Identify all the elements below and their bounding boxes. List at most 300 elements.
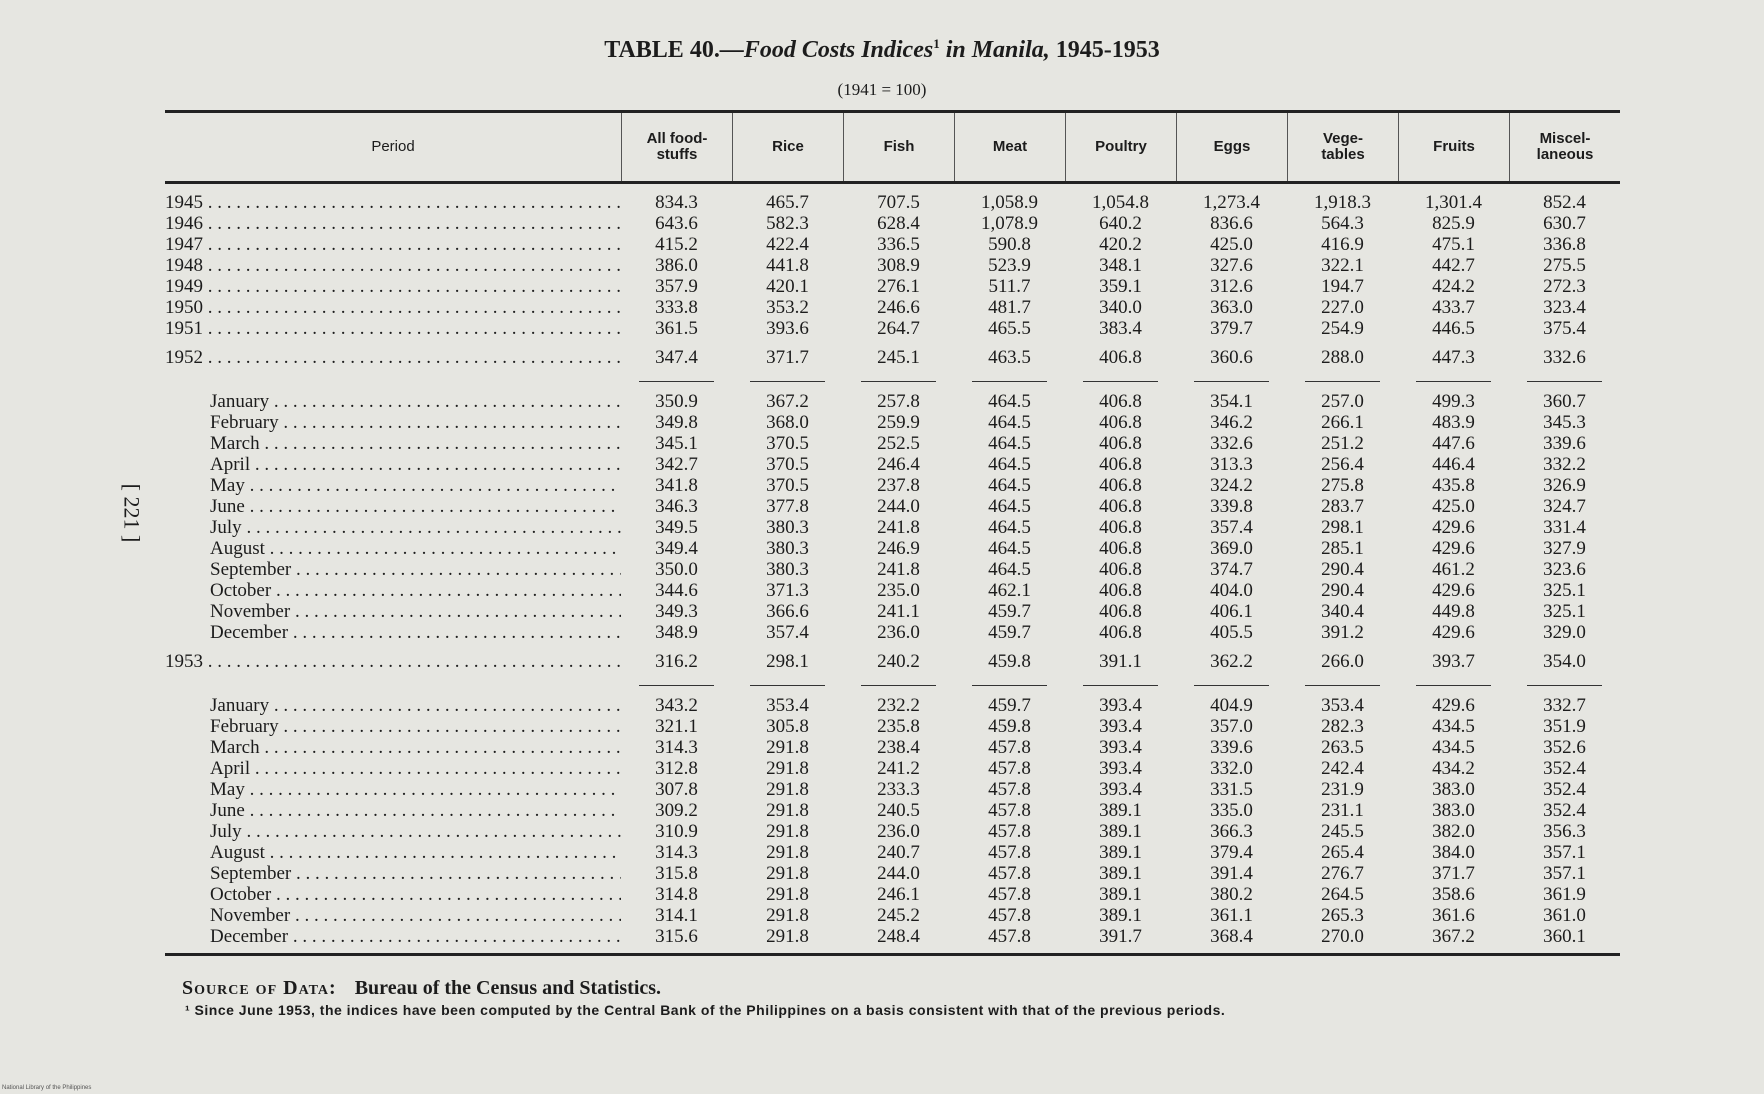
index-value: 383.0	[1432, 800, 1475, 821]
table-row	[165, 737, 1620, 758]
period-label: 1949 . . .	[165, 276, 621, 298]
table-row	[165, 318, 1620, 339]
column-header: Rice	[732, 113, 843, 181]
index-value: 351.9	[1543, 716, 1586, 737]
table-row	[165, 412, 1620, 433]
table-row	[165, 339, 1620, 371]
period-label: November . . .	[165, 601, 621, 623]
source-text: Bureau of the Census and Statistics.	[354, 977, 662, 999]
source-line	[182, 977, 661, 1000]
period-label: October . . .	[165, 884, 621, 906]
index-value: 457.8	[988, 863, 1031, 884]
index-value: 457.8	[988, 779, 1031, 800]
period-label: 1953 . . .	[165, 651, 621, 673]
index-value: 283.7	[1321, 496, 1364, 517]
index-value: 389.1	[1099, 842, 1142, 863]
index-value: 406.8	[1099, 433, 1142, 454]
index-value: 231.9	[1321, 779, 1364, 800]
index-value: 244.0	[877, 863, 920, 884]
index-value: 248.4	[877, 926, 920, 947]
table-row	[165, 192, 1620, 213]
table-row	[165, 475, 1620, 496]
index-value: 391.7	[1099, 926, 1142, 947]
index-value: 350.0	[655, 559, 698, 580]
index-value: 246.4	[877, 454, 920, 475]
divider-segment	[861, 685, 936, 686]
column-header: Meat	[954, 113, 1065, 181]
index-value: 238.4	[877, 737, 920, 758]
index-value: 290.4	[1321, 559, 1364, 580]
index-value: 275.5	[1543, 255, 1586, 276]
index-value: 429.6	[1432, 580, 1475, 601]
footnote-marker: 1	[933, 36, 940, 51]
index-value: 241.1	[877, 601, 920, 622]
index-value: 380.3	[766, 559, 809, 580]
index-value: 241.2	[877, 758, 920, 779]
index-value: 329.0	[1543, 622, 1586, 643]
index-value: 276.7	[1321, 863, 1364, 884]
index-value: 406.8	[1099, 580, 1142, 601]
index-value: 305.8	[766, 716, 809, 737]
index-value: 434.2	[1432, 758, 1475, 779]
index-value: 457.8	[988, 737, 1031, 758]
index-value: 464.5	[988, 454, 1031, 475]
index-value: 422.4	[766, 234, 809, 255]
index-value: 327.6	[1210, 255, 1253, 276]
index-value: 309.2	[655, 800, 698, 821]
index-value: 371.7	[766, 347, 809, 368]
period-label: September . . .	[165, 559, 621, 581]
index-value: 361.5	[655, 318, 698, 339]
divider-segment	[1083, 685, 1158, 686]
index-value: 310.9	[655, 821, 698, 842]
title-years: 1945-1953	[1049, 37, 1160, 63]
index-value: 361.6	[1432, 905, 1475, 926]
index-value: 246.1	[877, 884, 920, 905]
index-value: 349.4	[655, 538, 698, 559]
index-value: 272.3	[1543, 276, 1586, 297]
index-value: 446.5	[1432, 318, 1475, 339]
table-row	[165, 255, 1620, 276]
period-label: 1946 . . .	[165, 213, 621, 235]
index-value: 357.4	[766, 622, 809, 643]
period-label: February . . .	[165, 716, 621, 738]
index-value: 353.2	[766, 297, 809, 318]
index-value: 707.5	[877, 192, 920, 213]
index-value: 404.0	[1210, 580, 1253, 601]
index-value: 333.8	[655, 297, 698, 318]
index-value: 368.4	[1210, 926, 1253, 947]
index-value: 352.6	[1543, 737, 1586, 758]
table-row	[165, 716, 1620, 737]
index-value: 332.7	[1543, 695, 1586, 716]
index-value: 825.9	[1432, 213, 1475, 234]
period-label: August . . .	[165, 842, 621, 864]
index-value: 240.2	[877, 651, 920, 672]
index-value: 369.0	[1210, 538, 1253, 559]
table-title	[0, 36, 1764, 64]
index-value: 241.8	[877, 559, 920, 580]
index-value: 463.5	[988, 347, 1031, 368]
index-value: 323.6	[1543, 559, 1586, 580]
table-row	[165, 559, 1620, 580]
table-row	[165, 213, 1620, 234]
index-value: 357.1	[1543, 863, 1586, 884]
index-value: 370.5	[766, 454, 809, 475]
index-value: 457.8	[988, 800, 1031, 821]
index-value: 242.4	[1321, 758, 1364, 779]
index-value: 264.5	[1321, 884, 1364, 905]
index-value: 314.3	[655, 842, 698, 863]
index-value: 324.7	[1543, 496, 1586, 517]
period-label: May . . .	[165, 779, 621, 801]
index-value: 386.0	[655, 255, 698, 276]
index-value: 380.3	[766, 538, 809, 559]
watermark: National Library of the Philippines	[2, 1085, 92, 1091]
source-label: Source of Data:	[182, 977, 337, 999]
index-value: 264.7	[877, 318, 920, 339]
index-value: 643.6	[655, 213, 698, 234]
index-value: 464.5	[988, 391, 1031, 412]
index-value: 457.8	[988, 842, 1031, 863]
table-row	[165, 297, 1620, 318]
divider-segment	[861, 381, 936, 382]
index-value: 389.1	[1099, 905, 1142, 926]
index-value: 406.8	[1099, 347, 1142, 368]
index-value: 393.4	[1099, 695, 1142, 716]
index-value: 353.4	[1321, 695, 1364, 716]
index-value: 308.9	[877, 255, 920, 276]
table-row	[165, 926, 1620, 947]
divider-segment	[639, 685, 714, 686]
index-value: 275.8	[1321, 475, 1364, 496]
index-value: 462.1	[988, 580, 1031, 601]
index-value: 367.2	[766, 391, 809, 412]
index-value: 227.0	[1321, 297, 1364, 318]
period-label: July . . .	[165, 517, 621, 539]
index-value: 564.3	[1321, 213, 1364, 234]
index-value: 282.3	[1321, 716, 1364, 737]
index-value: 391.2	[1321, 622, 1364, 643]
index-value: 291.8	[766, 905, 809, 926]
index-value: 244.0	[877, 496, 920, 517]
index-value: 370.5	[766, 475, 809, 496]
index-value: 640.2	[1099, 213, 1142, 234]
index-value: 357.4	[1210, 517, 1253, 538]
index-value: 346.2	[1210, 412, 1253, 433]
index-value: 246.6	[877, 297, 920, 318]
period-label: November . . .	[165, 905, 621, 927]
table-row	[165, 538, 1620, 559]
index-value: 447.3	[1432, 347, 1475, 368]
index-value: 245.1	[877, 347, 920, 368]
index-value: 449.8	[1432, 601, 1475, 622]
index-value: 424.2	[1432, 276, 1475, 297]
index-value: 354.0	[1543, 651, 1586, 672]
section-divider	[165, 371, 1620, 391]
index-value: 464.5	[988, 559, 1031, 580]
index-value: 231.1	[1321, 800, 1364, 821]
period-label: 1945 . . .	[165, 192, 621, 214]
divider-segment	[1527, 381, 1602, 382]
index-value: 233.3	[877, 779, 920, 800]
index-value: 630.7	[1543, 213, 1586, 234]
period-label: April . . .	[165, 758, 621, 780]
table-row	[165, 601, 1620, 622]
index-value: 291.8	[766, 737, 809, 758]
index-value: 429.6	[1432, 538, 1475, 559]
index-value: 345.1	[655, 433, 698, 454]
index-value: 434.5	[1432, 737, 1475, 758]
index-value: 441.8	[766, 255, 809, 276]
table-row	[165, 758, 1620, 779]
index-value: 352.4	[1543, 758, 1586, 779]
index-value: 325.1	[1543, 580, 1586, 601]
period-label: December . . .	[165, 622, 621, 644]
index-value: 406.8	[1099, 475, 1142, 496]
index-value: 339.6	[1543, 433, 1586, 454]
period-label: March . . .	[165, 433, 621, 455]
divider-segment	[1194, 685, 1269, 686]
index-value: 420.1	[766, 276, 809, 297]
table-row	[165, 496, 1620, 517]
index-value: 291.8	[766, 779, 809, 800]
index-value: 327.9	[1543, 538, 1586, 559]
index-value: 346.3	[655, 496, 698, 517]
index-value: 314.8	[655, 884, 698, 905]
divider-segment	[1416, 381, 1491, 382]
period-label: December . . .	[165, 926, 621, 948]
table-row	[165, 905, 1620, 926]
index-value: 313.3	[1210, 454, 1253, 475]
index-value: 315.8	[655, 863, 698, 884]
index-value: 425.0	[1210, 234, 1253, 255]
table-row	[165, 821, 1620, 842]
index-value: 367.2	[1432, 926, 1475, 947]
index-value: 332.6	[1210, 433, 1253, 454]
index-value: 252.5	[877, 433, 920, 454]
index-value: 347.4	[655, 347, 698, 368]
index-value: 1,273.4	[1203, 192, 1260, 213]
index-value: 429.6	[1432, 622, 1475, 643]
index-value: 194.7	[1321, 276, 1364, 297]
index-value: 393.4	[1099, 758, 1142, 779]
index-value: 465.7	[766, 192, 809, 213]
index-value: 348.1	[1099, 255, 1142, 276]
index-value: 393.4	[1099, 716, 1142, 737]
index-value: 256.4	[1321, 454, 1364, 475]
index-value: 380.2	[1210, 884, 1253, 905]
index-value: 339.6	[1210, 737, 1253, 758]
index-value: 457.8	[988, 758, 1031, 779]
index-value: 406.8	[1099, 517, 1142, 538]
index-value: 393.4	[1099, 779, 1142, 800]
index-value: 235.8	[877, 716, 920, 737]
index-value: 270.0	[1321, 926, 1364, 947]
index-value: 291.8	[766, 884, 809, 905]
index-value: 326.9	[1543, 475, 1586, 496]
index-value: 447.6	[1432, 433, 1475, 454]
index-value: 357.1	[1543, 842, 1586, 863]
table-row	[165, 517, 1620, 538]
index-value: 276.1	[877, 276, 920, 297]
period-label: 1947 . . .	[165, 234, 621, 256]
index-value: 459.7	[988, 622, 1031, 643]
index-value: 363.0	[1210, 297, 1253, 318]
period-label: July . . .	[165, 821, 621, 843]
table-row	[165, 779, 1620, 800]
index-value: 343.2	[655, 695, 698, 716]
index-value: 361.0	[1543, 905, 1586, 926]
index-value: 357.0	[1210, 716, 1253, 737]
index-value: 291.8	[766, 758, 809, 779]
index-value: 383.0	[1432, 779, 1475, 800]
index-value: 582.3	[766, 213, 809, 234]
index-value: 254.9	[1321, 318, 1364, 339]
index-value: 628.4	[877, 213, 920, 234]
period-label: June . . .	[165, 800, 621, 822]
period-label: 1951 . . .	[165, 318, 621, 340]
index-value: 406.8	[1099, 496, 1142, 517]
index-value: 251.2	[1321, 433, 1364, 454]
index-value: 393.4	[1099, 737, 1142, 758]
index-value: 263.5	[1321, 737, 1364, 758]
index-value: 290.4	[1321, 580, 1364, 601]
index-value: 325.1	[1543, 601, 1586, 622]
index-value: 314.3	[655, 737, 698, 758]
index-value: 375.4	[1543, 318, 1586, 339]
index-value: 1,918.3	[1314, 192, 1371, 213]
index-value: 446.4	[1432, 454, 1475, 475]
index-value: 1,078.9	[981, 213, 1038, 234]
bottom-rule	[165, 953, 1620, 956]
index-value: 240.7	[877, 842, 920, 863]
index-value: 236.0	[877, 622, 920, 643]
index-value: 380.3	[766, 517, 809, 538]
index-value: 464.5	[988, 517, 1031, 538]
index-value: 352.4	[1543, 800, 1586, 821]
index-value: 316.2	[655, 651, 698, 672]
index-value: 371.3	[766, 580, 809, 601]
index-value: 353.4	[766, 695, 809, 716]
index-value: 406.8	[1099, 412, 1142, 433]
table-row	[165, 800, 1620, 821]
table-row	[165, 643, 1620, 675]
period-label: February . . .	[165, 412, 621, 434]
index-value: 349.8	[655, 412, 698, 433]
index-value: 406.8	[1099, 391, 1142, 412]
index-value: 336.8	[1543, 234, 1586, 255]
index-value: 237.8	[877, 475, 920, 496]
index-value: 442.7	[1432, 255, 1475, 276]
index-value: 461.2	[1432, 559, 1475, 580]
index-value: 459.7	[988, 601, 1031, 622]
divider-segment	[972, 381, 1047, 382]
index-value: 1,058.9	[981, 192, 1038, 213]
table-header	[165, 113, 1620, 184]
index-value: 377.8	[766, 496, 809, 517]
index-value: 1,054.8	[1092, 192, 1149, 213]
index-value: 236.0	[877, 821, 920, 842]
index-value: 315.6	[655, 926, 698, 947]
index-value: 435.8	[1432, 475, 1475, 496]
table-body	[165, 184, 1620, 947]
index-value: 259.9	[877, 412, 920, 433]
index-value: 349.3	[655, 601, 698, 622]
index-value: 393.7	[1432, 651, 1475, 672]
divider-segment	[1527, 685, 1602, 686]
index-value: 291.8	[766, 842, 809, 863]
index-value: 323.4	[1543, 297, 1586, 318]
index-value: 406.8	[1099, 559, 1142, 580]
index-value: 371.7	[1432, 863, 1475, 884]
index-value: 429.6	[1432, 695, 1475, 716]
index-value: 257.0	[1321, 391, 1364, 412]
index-value: 340.0	[1099, 297, 1142, 318]
index-value: 382.0	[1432, 821, 1475, 842]
index-value: 361.1	[1210, 905, 1253, 926]
index-value: 404.9	[1210, 695, 1253, 716]
column-header: Period	[371, 138, 415, 156]
index-value: 457.8	[988, 905, 1031, 926]
index-value: 324.2	[1210, 475, 1253, 496]
index-value: 291.8	[766, 863, 809, 884]
index-value: 356.3	[1543, 821, 1586, 842]
index-value: 298.1	[1321, 517, 1364, 538]
index-value: 852.4	[1543, 192, 1586, 213]
index-value: 457.8	[988, 884, 1031, 905]
index-value: 457.8	[988, 821, 1031, 842]
index-value: 359.1	[1099, 276, 1142, 297]
period-label: 1948 . . .	[165, 255, 621, 277]
table-row	[165, 391, 1620, 412]
index-value: 360.1	[1543, 926, 1586, 947]
divider-segment	[1305, 381, 1380, 382]
index-value: 457.8	[988, 926, 1031, 947]
index-value: 429.6	[1432, 517, 1475, 538]
period-label: June . . .	[165, 496, 621, 518]
table-row	[165, 884, 1620, 905]
index-value: 332.0	[1210, 758, 1253, 779]
index-value: 348.9	[655, 622, 698, 643]
index-value: 266.0	[1321, 651, 1364, 672]
index-value: 379.7	[1210, 318, 1253, 339]
period-label: January . . .	[165, 391, 621, 413]
table-row	[165, 234, 1620, 255]
index-value: 361.9	[1543, 884, 1586, 905]
index-value: 406.8	[1099, 454, 1142, 475]
index-value: 459.8	[988, 716, 1031, 737]
index-value: 241.8	[877, 517, 920, 538]
food-costs-table	[165, 110, 1620, 956]
index-value: 366.3	[1210, 821, 1253, 842]
column-header: All food- stuffs	[621, 113, 732, 181]
divider-segment	[1194, 381, 1269, 382]
index-value: 425.0	[1432, 496, 1475, 517]
divider-segment	[1416, 685, 1491, 686]
divider-segment	[1083, 381, 1158, 382]
table-row	[165, 433, 1620, 454]
index-value: 245.5	[1321, 821, 1364, 842]
column-header: Fish	[843, 113, 954, 181]
table-row	[165, 863, 1620, 884]
index-value: 341.8	[655, 475, 698, 496]
index-value: 464.5	[988, 538, 1031, 559]
index-value: 342.7	[655, 454, 698, 475]
index-value: 245.2	[877, 905, 920, 926]
index-value: 291.8	[766, 800, 809, 821]
index-value: 314.1	[655, 905, 698, 926]
